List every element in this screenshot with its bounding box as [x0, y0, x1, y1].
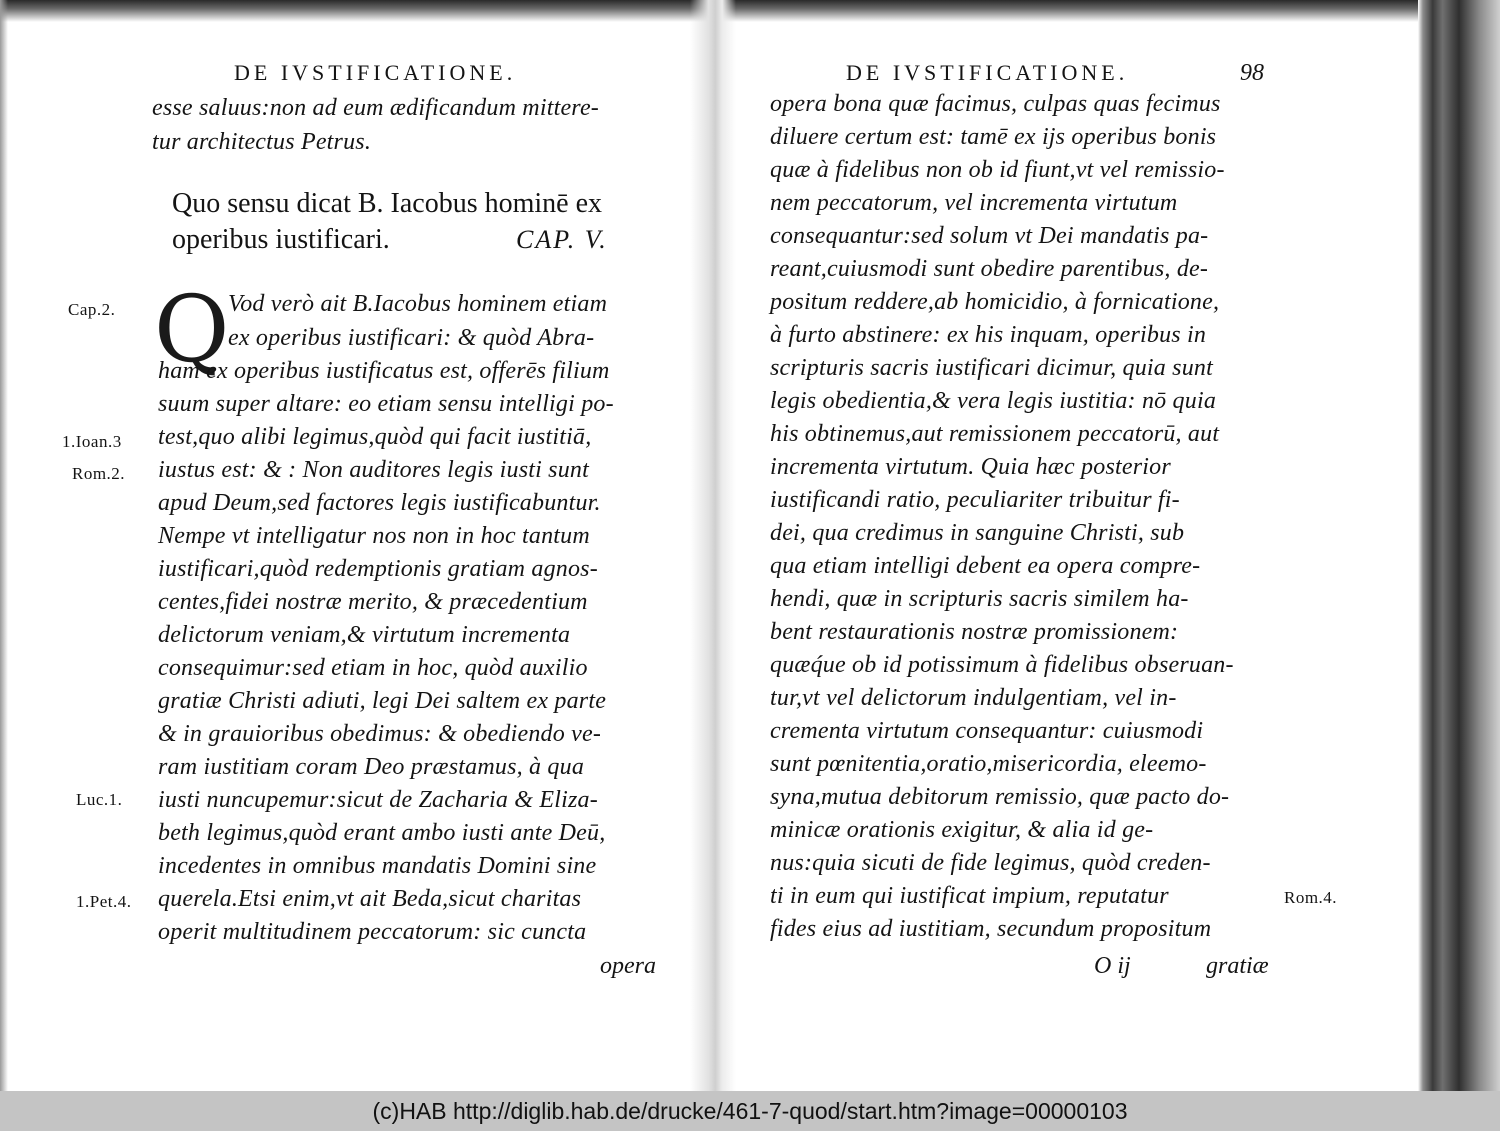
right-body-line: incrementa virtutum. Quia hæc posterior — [770, 454, 1171, 480]
page-number: 98 — [1240, 60, 1264, 86]
right-body-line: syna,mutua debitorum remissio, quæ pacto do- — [770, 784, 1230, 810]
right-body-line: diluere certum est: tamē ex ijs operibus bonis — [770, 124, 1217, 150]
left-running-head: DE IVSTIFICATIONE. — [234, 60, 517, 85]
right-body-line: opera bona quæ facimus, culpas quas fecimus — [770, 91, 1221, 117]
left-body-line: suum super altare: eo etiam sensu intelligi po- — [158, 391, 614, 417]
right-body-line: iustificandi ratio, peculiariter tribuitur fi- — [770, 487, 1180, 513]
right-body-line: fides eius ad iustitiam, secundum propositum — [770, 916, 1212, 942]
right-running-head: DE IVSTIFICATIONE. — [846, 60, 1129, 85]
left-body-line: operit multitudinem peccatorum: sic cuncta — [158, 919, 587, 945]
right-body-line: à furto abstinere: ex his inquam, operibus in — [770, 322, 1207, 348]
right-body-line: crementa virtutum consequantur: cuiusmodi — [770, 718, 1204, 744]
left-intro-line: tur architectus Petrus. — [152, 129, 372, 155]
signature-mark: O ij — [1094, 953, 1131, 979]
left-body-line: querela.Etsi enim,vt ait Beda,sicut charitas — [158, 886, 582, 912]
chapter-heading-line: operibus iustificari. — [172, 224, 390, 255]
right-body-line: legis obedientia,& vera legis iustitia: nō quia — [770, 388, 1217, 414]
right-body-line: quæ à fidelibus non ob id fiunt,vt vel remissio- — [770, 157, 1225, 183]
right-body-line: bent restaurationis nostræ promissionem: — [770, 619, 1179, 645]
margin-note-ioan: 1.Ioan.3 — [62, 432, 122, 451]
book-gutter — [690, 0, 736, 1091]
right-body-line: consequantur:sed solum vt Dei mandatis pa- — [770, 223, 1209, 249]
left-catchword: opera — [600, 953, 656, 979]
left-body-line: & in grauioribus obedimus: & obediendo ve- — [158, 721, 602, 747]
right-body-line: scripturis sacris iustificari dicimur, quia sunt — [770, 355, 1213, 381]
right-body-line: quæq́ue ob id potissimum à fidelibus obseruan- — [770, 652, 1234, 678]
left-body-line: gratiæ Christi adiuti, legi Dei saltem ex parte — [158, 688, 607, 714]
left-body-line: iusti nuncupemur:sicut de Zacharia & Eliza- — [158, 787, 598, 813]
drop-cap-initial: Q — [154, 276, 230, 383]
left-body-line: delictorum veniam,& virtutum incrementa — [158, 622, 571, 648]
margin-note-rom: Rom.2. — [72, 464, 126, 483]
left-body-line: Vod verò ait B.Iacobus hominem etiam — [228, 291, 608, 317]
left-body-line: incedentes in omnibus mandatis Domini sine — [158, 853, 597, 879]
left-body-line: ex operibus iustificari: & quòd Abra- — [228, 325, 595, 351]
margin-note-cap: Cap.2. — [68, 300, 116, 319]
margin-note-luc: Luc.1. — [76, 790, 123, 809]
left-body-line: ham ex operibus iustificatus est, offerēs filium — [158, 358, 610, 384]
right-body-line: positum reddere,ab homicidio, à fornicatione, — [770, 289, 1220, 315]
left-body-line: iustificari,quòd redemptionis gratiam agnos- — [158, 556, 598, 582]
left-body-line: apud Deum,sed factores legis iustificabuntur. — [158, 490, 601, 516]
right-body-line: ti in eum qui iustificat impium, reputatur — [770, 883, 1169, 909]
scan-top-shadow — [0, 0, 1500, 22]
right-body-line: reant,cuiusmodi sunt obedire parentibus, de- — [770, 256, 1209, 282]
chapter-label: CAP. V. — [516, 225, 608, 254]
left-body-line: centes,fidei nostræ merito, & præcedentium — [158, 589, 588, 615]
right-body-line: sunt pœnitentia,oratio,misericordia, eleemo- — [770, 751, 1207, 777]
margin-note-pet: 1.Pet.4. — [76, 892, 132, 911]
left-body-line: ram iustitiam coram Deo præstamus, à qua — [158, 754, 585, 780]
left-intro-line: esse saluus:non ad eum ædificandum mittere- — [152, 95, 599, 121]
left-body-line: iustus est: & : Non auditores legis iusti sunt — [158, 457, 589, 483]
left-body-line: test,quo alibi legimus,quòd qui facit iustitiā, — [158, 424, 592, 450]
left-body-line: beth legimus,quòd erant ambo iusti ante Deū, — [158, 820, 606, 846]
right-body-line: minicæ orationis exigitur, & alia id ge- — [770, 817, 1154, 843]
scan-left-edge — [0, 0, 8, 1091]
right-body-line: nus:quia sicuti de fide legimus, quòd creden- — [770, 850, 1211, 876]
right-body-line: dei, qua credimus in sanguine Christi, sub — [770, 520, 1185, 546]
margin-note-rom-right: Rom.4. — [1284, 888, 1338, 907]
right-body-line: hendi, quæ in scripturis sacris similem ha- — [770, 586, 1189, 612]
right-body-line: tur,vt vel delictorum indulgentiam, vel in- — [770, 685, 1177, 711]
chapter-heading-line: Quo sensu dicat B. Iacobus hominē ex — [172, 188, 603, 219]
right-catchword: gratiæ — [1206, 953, 1269, 979]
right-body-line: his obtinemus,aut remissionem peccatorū, aut — [770, 421, 1220, 447]
left-body-line: consequimur:sed etiam in hoc, quòd auxilio — [158, 655, 588, 681]
page-edge-stack — [1418, 0, 1500, 1091]
left-body-line: Nempe vt intelligatur nos non in hoc tantum — [158, 523, 590, 549]
attribution-footer: (c)HAB http://diglib.hab.de/drucke/461-7-quod/start.htm?image=00000103 — [0, 1091, 1500, 1131]
right-body-line: nem peccatorum, vel incrementa virtutum — [770, 190, 1178, 216]
right-body-line: qua etiam intelligi debent ea opera compre- — [770, 553, 1201, 579]
